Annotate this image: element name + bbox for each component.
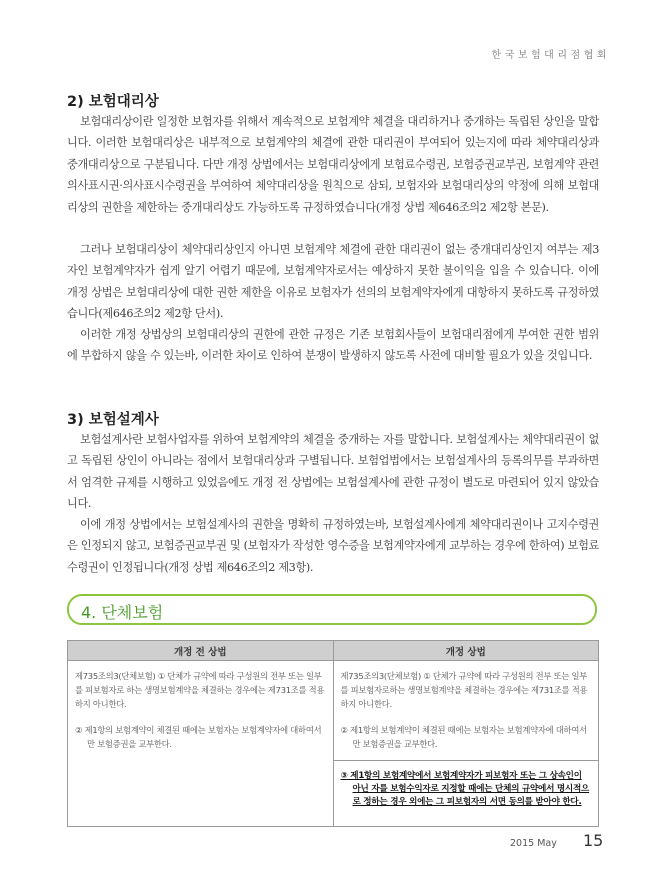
section-title-insurance-planner: 3) 보험설계사 xyxy=(67,412,159,428)
section-heading-group-insurance: 4. 단체보험 xyxy=(81,603,164,622)
header-org: 한국보험대리점협회 xyxy=(491,50,610,61)
paragraph: 이러한 개정 상법상의 보험대리상의 권한에 관한 규정은 기존 보험회사들이 보험대리점에게 부여한 권한 범위에 부합하지 않을 수 있는바, 이러한 차이로 인하여 분쟁이 발생하지 않도록 사전에 대비할 필요가 있을 것입니다. xyxy=(67,328,599,363)
paragraph: 보험설계사란 보험사업자를 위하여 보험계약의 체결을 중개하는 자를 말합니다. 보험설계사는 체약대리권이 없고 독립된 상인이 아니라는 점에서 보험대리상과 구별됩니다. 보험업법에서는 보험설계사의 등록의무를 부과하면서 엄격한 규제를 시행하고 있었음에도 개정 전 상법에는 보험설계사에 관한 규정이 별도로 마련되어 있지 않았습니다. xyxy=(67,433,599,511)
column-header-after: 개정 상법 xyxy=(333,641,599,661)
section-title-insurance-agent: 2) 보험대리상 xyxy=(67,94,159,110)
column-header-before: 개정 전 상법 xyxy=(68,641,334,661)
page-number: 15 xyxy=(583,831,604,850)
clause-text: ② 제1항의 보험계약이 체결된 때에는 보험자는 보험계약자에 대하여서만 보험증권을 교부한다. xyxy=(340,725,587,749)
clause-text: ② 제1항의 보험계약이 체결된 때에는 보험자는 보험계약자에 대하여서만 보험증권을 교부한다. xyxy=(75,725,322,749)
paragraph: 보험대리상이란 일정한 보험자를 위해서 계속적으로 보험계약 체결을 대리하거나 중개하는 독립된 상인을 말합니다. 이러한 보험대리상은 내부적으로 보험계약의 체결에 관한 대리권이 부여되어 있는지에 따라 체약대리상과 중개대리상으로 구분됩니다. 다만 개정 상법에서는 보험대리상에게 보험료수령권, 보험증권교부권, 보험계약 관련 의사표시권·의사표시수령권을 부여하여 체약대리상을 원칙으로 삼되, 보험자와 보험대리상의 약정에 의해 보험대리상의 권한을 제한하는 중개대리상도 가능하도록 규정하였습니다(개정 상법 제646조의2 제2항 본문). xyxy=(67,115,599,214)
footer-date: 2015 May xyxy=(510,838,557,849)
paragraph: 그러나 보험대리상이 체약대리상인지 아니면 보험계약 체결에 관한 대리권이 없는 중개대리상인지 여부는 제3자인 보험계약자가 쉽게 알기 어렵기 때문에, 보험계약자로서는 예상하지 못한 불이익을 입을 수 있습니다. 이에 개정 상법은 보험대리상에 대한 권한 제한을 이유로 보험자가 선의의 보험계약자에게 대항하지 못하도록 규정하였습니다(제646조의2 제2항 단서). xyxy=(67,243,599,321)
cell-divider xyxy=(334,760,599,761)
cell-before xyxy=(68,661,334,827)
clause-text-amended: ③ 제1항의 보험계약에서 보험계약자가 피보험자 또는 그 상속인이 아닌 자를 보험수익자로 지정할 때에는 단체의 규약에서 명시적으로 정하는 경우 외에는 그 피보험자의 서면 동의를 받아야 한다. xyxy=(340,771,590,807)
cell-after xyxy=(333,661,599,827)
section-heading-box xyxy=(67,594,597,625)
comparison-table xyxy=(67,640,599,827)
clause-text: 제735조의3(단체보험) ① 단체가 규약에 따라 구성원의 전부 또는 일부를 피보험자로 하는 생명보험계약을 체결하는 경우에는 제731조를 적용하지 아니한다. xyxy=(75,671,325,709)
clause-text: 제735조의3(단체보험) ① 단체가 규약에 따라 구성원의 전부 또는 일부를 피보험자로하는 생명보험계약을 체결하는 경우에는 제731조를 적용하지 아니한다. xyxy=(340,671,588,709)
paragraph: 이에 개정 상법에서는 보험설계사의 권한을 명확히 규정하였는바, 보험설계사에게 체약대리권이나 고지수령권은 인정되지 않고, 보험증권교부권 및 (보험자가 작성한 영수증을 보험계약자에게 교부하는 경우에 한하여) 보험료수령권이 인정됩니다(개정 상법 제646조의2 제3항). xyxy=(67,518,599,574)
